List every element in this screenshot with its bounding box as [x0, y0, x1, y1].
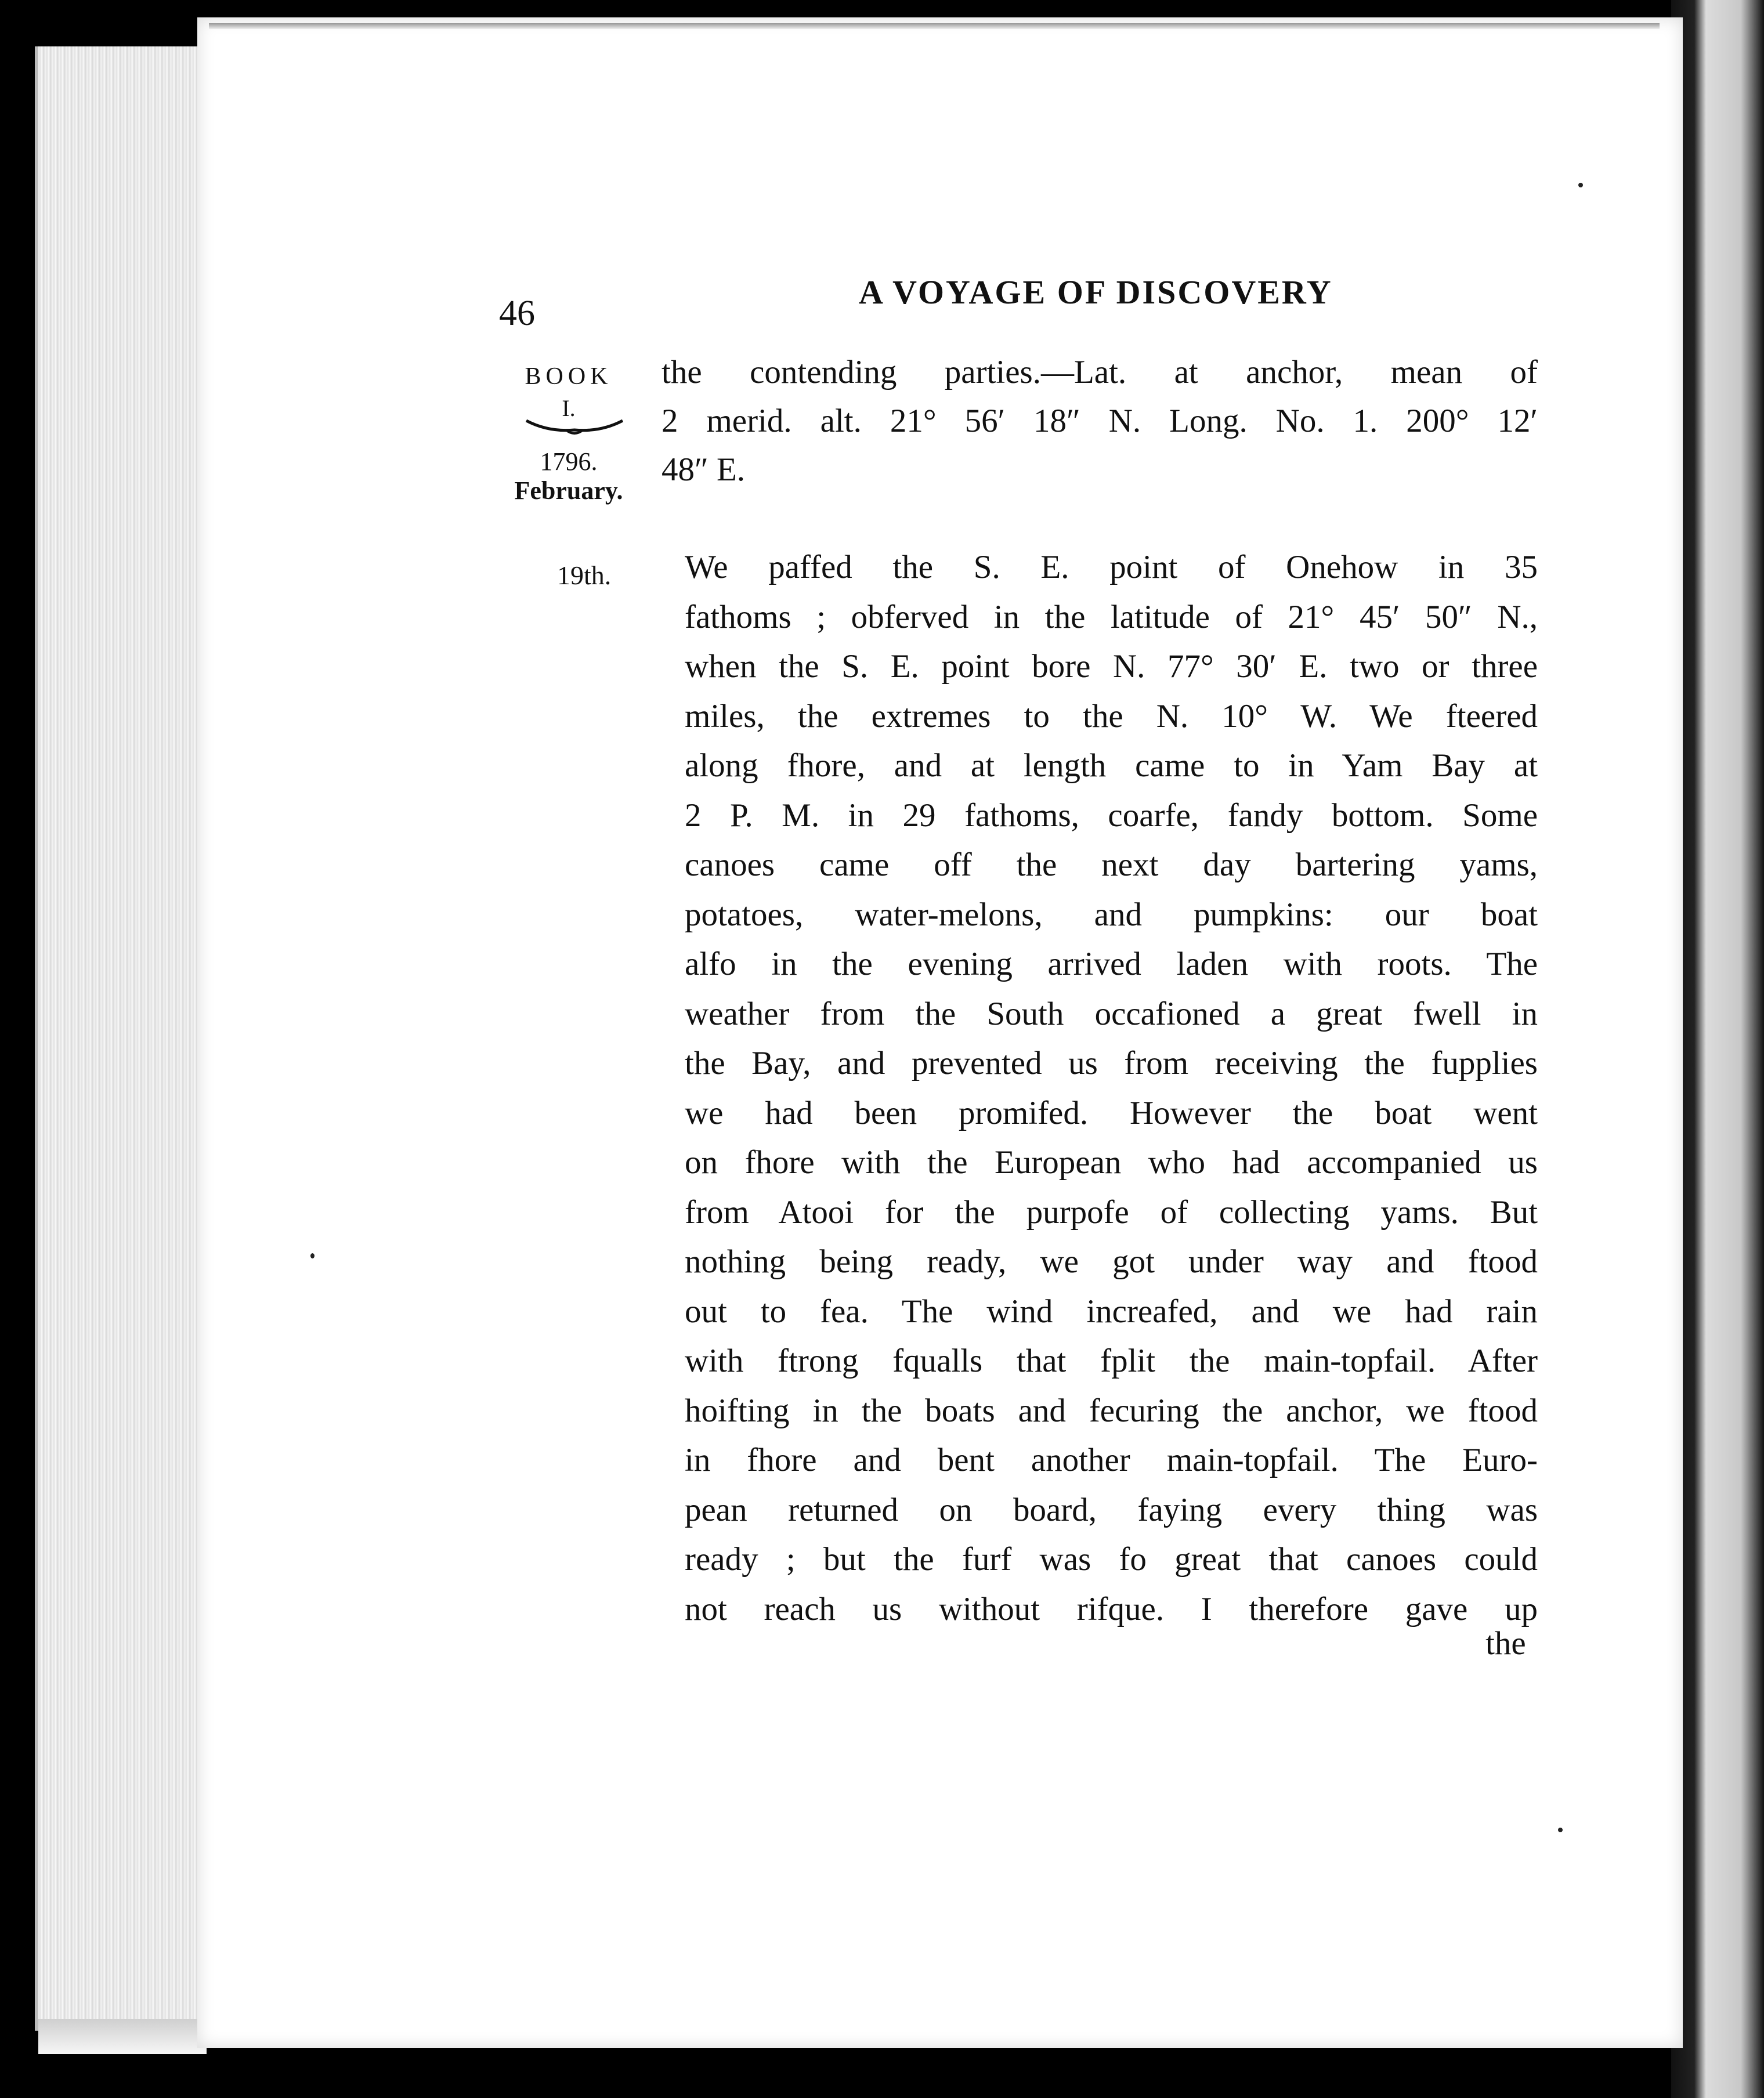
- text-line: along fhore, and at length came to in Yam Bay at: [685, 747, 1538, 784]
- text-line: canoes came off the next day bartering yams,: [685, 847, 1538, 883]
- page-edge-stack: [35, 46, 207, 2031]
- text-line: 2 merid. alt. 21° 56′ 18″ N. Long. No. 1. 200° 12′: [662, 403, 1538, 439]
- margin-year: 1796.: [540, 447, 598, 476]
- text-line: out to fea. The wind increafed, and we had rain: [685, 1293, 1538, 1330]
- ink-speck: [310, 1253, 315, 1258]
- text-line: potatoes, water-melons, and pumpkins: our boat: [685, 896, 1538, 933]
- ink-speck: [1578, 183, 1583, 187]
- text-line: weather from the South occafioned a great fwell in: [685, 995, 1538, 1032]
- text-line: nothing being ready, we got under way and ftood: [685, 1243, 1538, 1280]
- book-gutter: [1671, 0, 1764, 2098]
- text-line: the Bay, and prevented us from receiving the fupplies: [685, 1045, 1538, 1081]
- text-line: we had been promifed. However the boat went: [685, 1094, 1538, 1131]
- margin-day: 19th.: [557, 560, 612, 590]
- running-head: A VOYAGE OF DISCOVERY: [859, 273, 1333, 311]
- text-line: ready ; but the furf was fo great that canoes could: [685, 1541, 1538, 1578]
- text-line: 48″ E.: [662, 451, 746, 488]
- catchword: the: [1485, 1625, 1526, 1662]
- text-line: from Atooi for the purpofe of collecting yams. But: [685, 1193, 1538, 1231]
- text-line: miles, the extremes to the N. 10° W. We fteered: [685, 697, 1538, 735]
- page-top-edge: [209, 23, 1660, 29]
- margin-month: February.: [514, 476, 623, 505]
- page-number: 46: [499, 294, 535, 333]
- text-line: not reach us without rifque. I therefore gave up: [685, 1590, 1538, 1627]
- text-line: the contending parties.—Lat. at anchor, mean of: [662, 354, 1538, 390]
- text-line: fathoms ; obferved in the latitude of 21° 45′ 50″ N.,: [685, 598, 1538, 635]
- ink-speck: [1558, 1828, 1563, 1832]
- paragraph-19th: [685, 542, 1538, 1634]
- text-line: pean returned on board, faying every thing was: [685, 1491, 1538, 1528]
- text-line: on fhore with the European who had accompanied us: [685, 1144, 1538, 1181]
- text-line: alfo in the evening arrived laden with roots. The: [685, 946, 1538, 982]
- text-line: when the S. E. point bore N. 77° 30′ E. two or three: [685, 648, 1538, 685]
- text-line: in fhore and bent another main-topfail. The Euro-: [685, 1442, 1538, 1478]
- text-line: with ftrong fqualls that fplit the main-topfail. After: [685, 1343, 1538, 1379]
- margin-brace-ornament: [525, 415, 624, 438]
- text-line: 2 P. M. in 29 fathoms, coarfe, fandy bottom. Some: [685, 797, 1538, 834]
- margin-book-label: BOOK: [525, 363, 613, 390]
- text-line: We paffed the S. E. point of Onehow in 35: [685, 549, 1538, 585]
- paragraph-continued: [662, 348, 1538, 494]
- margin-volume-number: I.: [562, 395, 576, 421]
- text-line: hoifting in the boats and fecuring the anchor, we ftood: [685, 1392, 1538, 1429]
